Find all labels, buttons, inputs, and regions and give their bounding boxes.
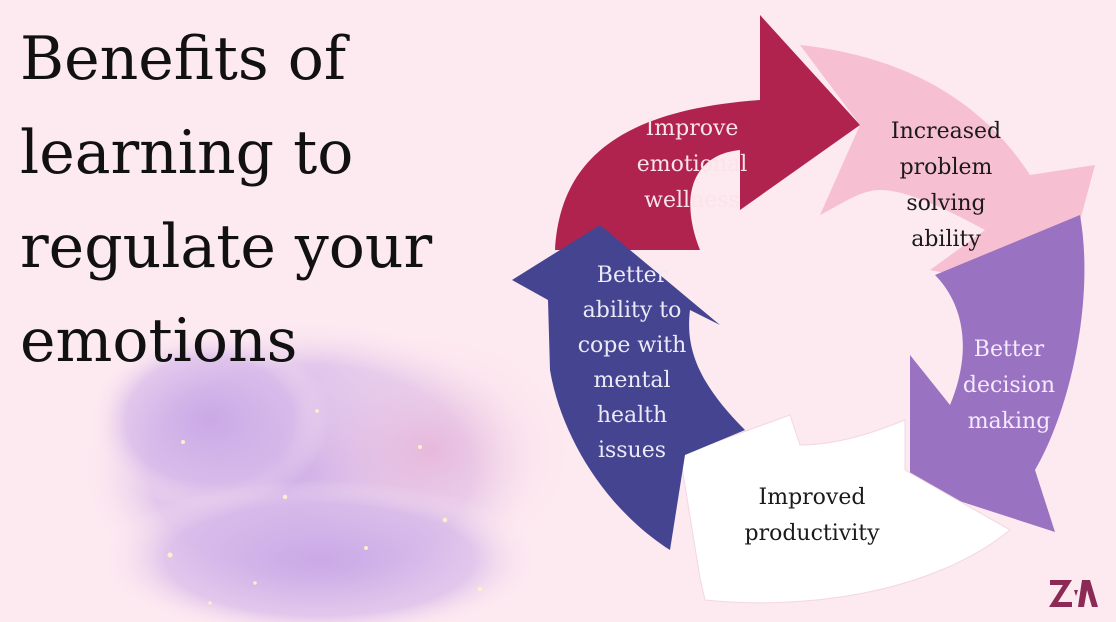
- label-line: wellness: [644, 188, 740, 213]
- label-line: decision: [962, 373, 1056, 398]
- label-line: ability: [911, 227, 981, 252]
- title-line: regulate your: [20, 212, 433, 282]
- label-line: ability to: [582, 298, 682, 323]
- brand-logo: [1046, 576, 1102, 610]
- cycle-label-problem-solving: [866, 114, 1026, 258]
- label-line: Improve: [645, 116, 739, 141]
- label-line: making: [967, 409, 1051, 434]
- cycle-label-productivity: [712, 480, 912, 552]
- label-line: issues: [597, 438, 667, 463]
- label-line: productivity: [744, 521, 880, 546]
- title-line: learning to: [20, 118, 354, 188]
- label-line: emotional: [636, 152, 748, 177]
- label-line: solving: [906, 191, 986, 216]
- cycle-label-emotional-wellness: [612, 111, 772, 219]
- cycle-label-decision-making: [934, 332, 1084, 440]
- label-line: Improved: [758, 485, 866, 510]
- cycle-label-mental-health: [562, 258, 702, 468]
- title-line: emotions: [20, 306, 298, 376]
- label-line: Better: [596, 263, 668, 288]
- label-line: problem: [899, 155, 993, 180]
- label-line: cope with: [577, 333, 687, 358]
- label-line: Better: [973, 337, 1045, 362]
- title-line: Benefits of: [20, 24, 347, 94]
- label-line: Increased: [890, 119, 1002, 144]
- label-line: health: [596, 403, 668, 428]
- label-line: mental: [593, 368, 671, 393]
